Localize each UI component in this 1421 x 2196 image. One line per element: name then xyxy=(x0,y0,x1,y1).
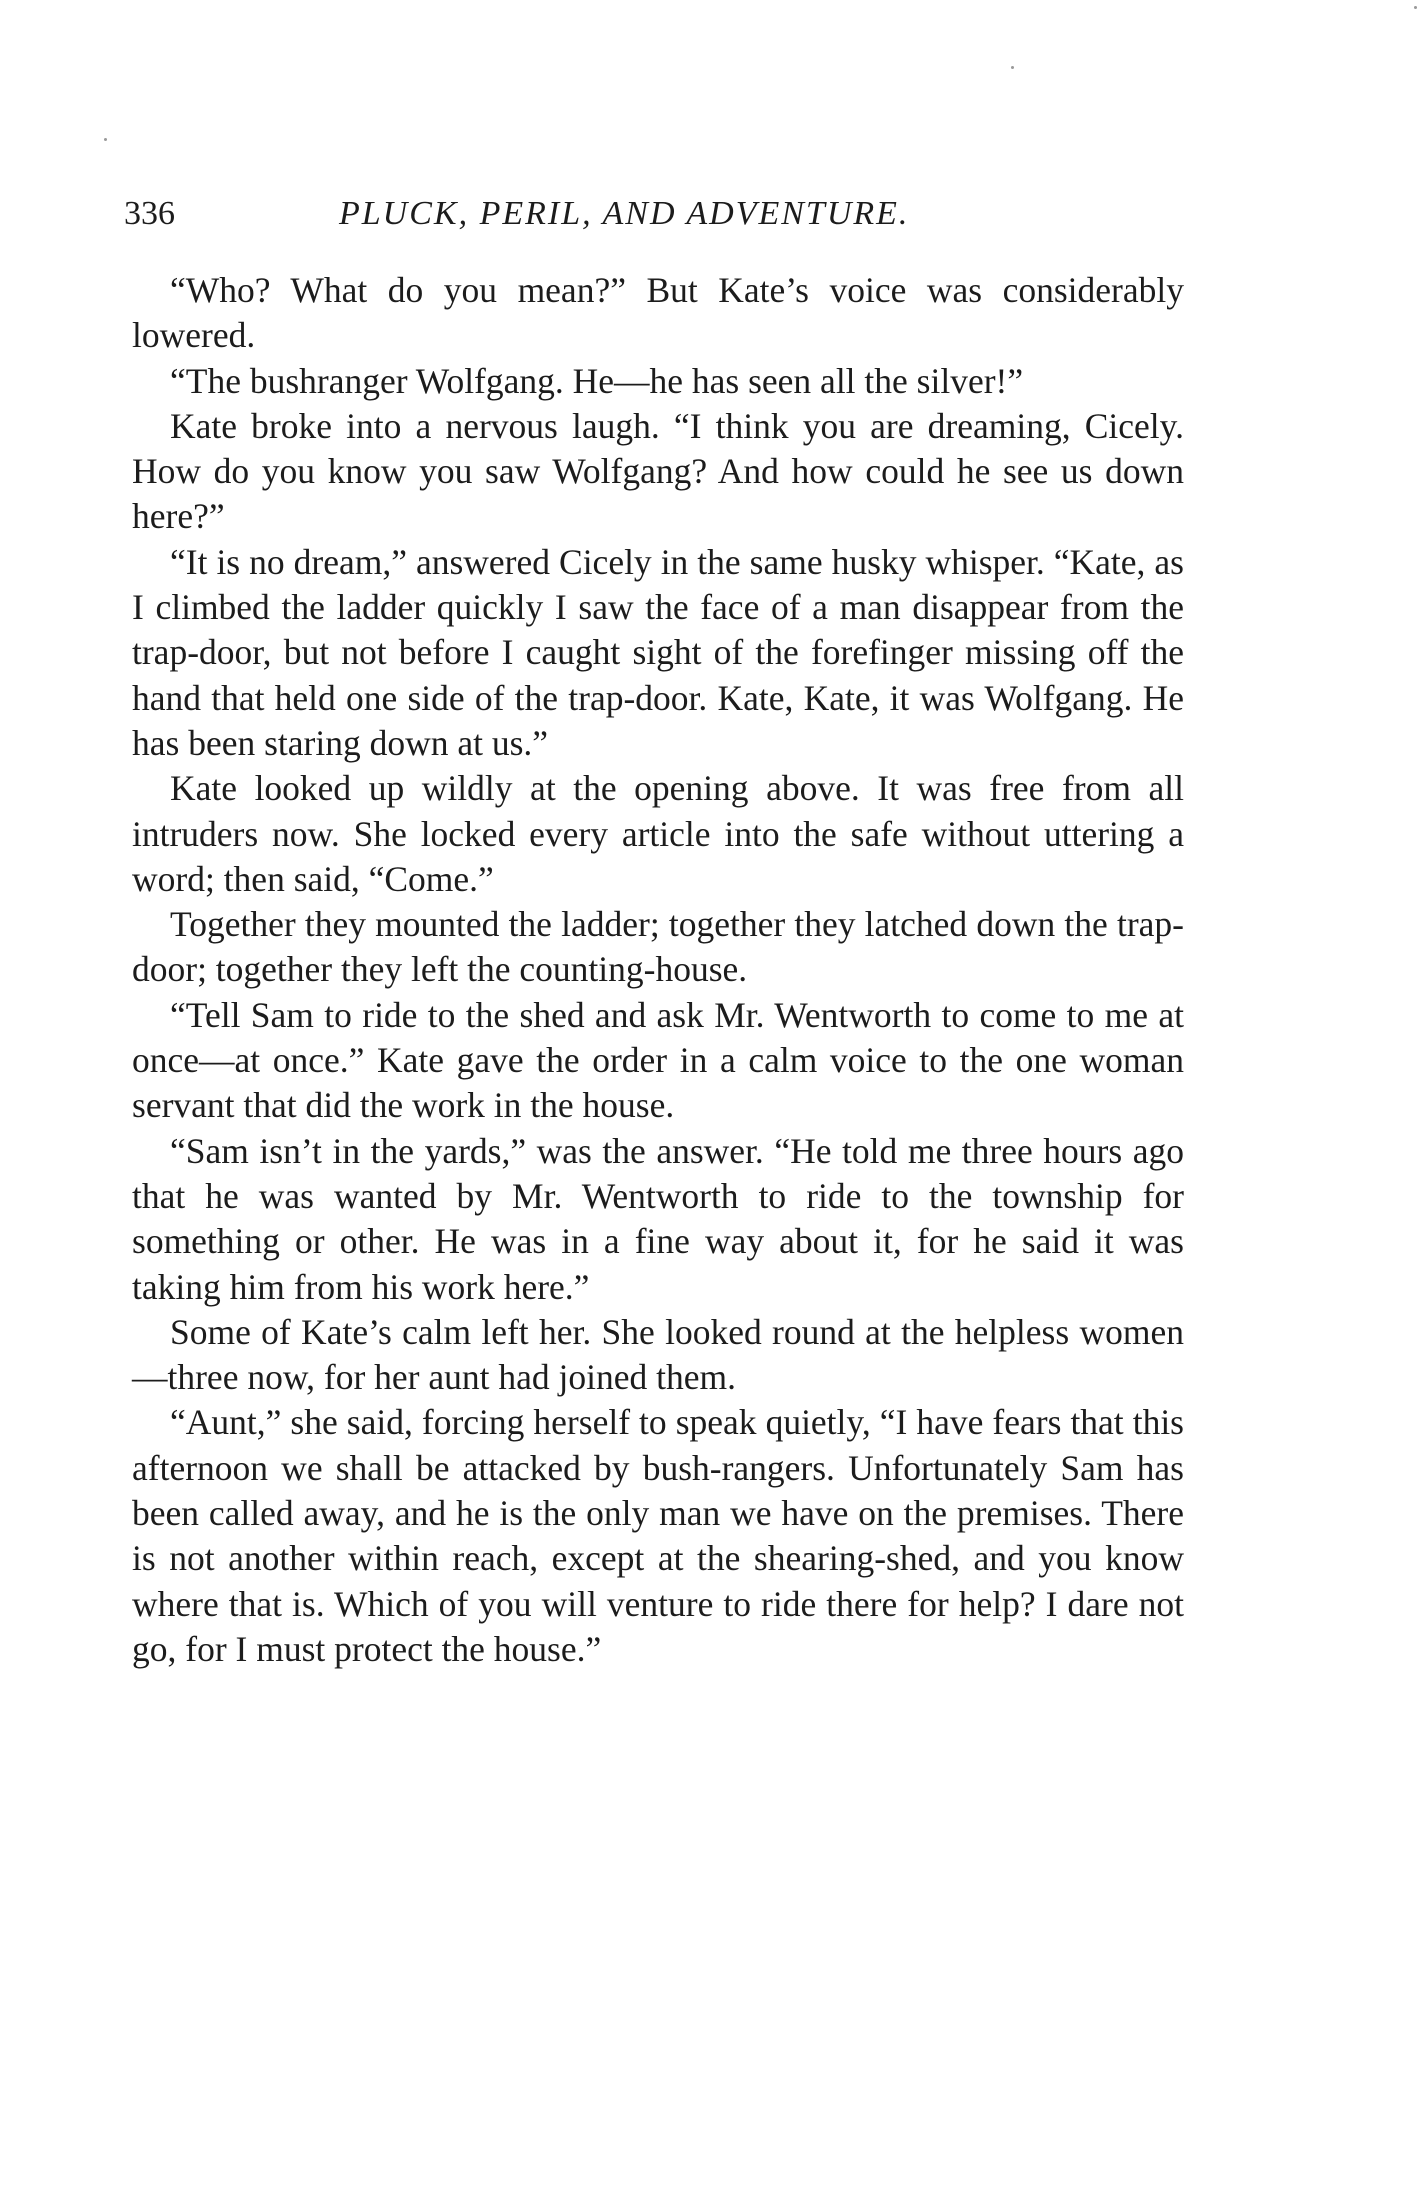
paragraph: Together they mounted the ladder; together they latched down the trap-door; together they left the counting-house. xyxy=(132,904,1184,990)
paragraph: “Aunt,” she said, forcing herself to speak quietly, “I have fears that this afternoon we shall be attacked by bush-rangers. Unfortunately Sam has been called away, and he is the only man we have on the premises. There is not another within reach, except at the shearing-shed, and you know where that is. Which of you will venture to ride there for help? I dare not go, for I must protect the house.” xyxy=(132,1402,1184,1669)
body-text xyxy=(132,268,1184,1672)
paragraph: Kate looked up wildly at the opening above. It was free from all intruders now. She locked every article into the safe without uttering a word; then said, “Come.” xyxy=(132,768,1184,899)
paragraph: “Who? What do you mean?” But Kate’s voice was considerably lowered. xyxy=(132,270,1184,356)
paragraph: “It is no dream,” answered Cicely in the same husky whisper. “Kate, as I climbed the ladder quickly I saw the face of a man disappear from the trap-door, but not before I caught sight of the forefinger missing off the hand that held one side of the trap-door. Kate, Kate, it was Wolfgang. He has been staring down at us.” xyxy=(132,541,1184,763)
paragraph: “The bushranger Wolfgang. He—he has seen all the silver!” xyxy=(170,360,1024,401)
paper-speck xyxy=(1011,66,1014,69)
paragraph: “Tell Sam to ride to the shed and ask Mr. Wentworth to come to me at once—at once.” Kate gave the order in a calm voice to the one woman servant that did the work in the house. xyxy=(132,994,1184,1126)
paper-speck xyxy=(1414,6,1417,9)
page-header xyxy=(124,186,1184,242)
running-title: PLUCK, PERIL, AND ADVENTURE. xyxy=(339,195,910,232)
paragraph: Kate broke into a nervous laugh. “I think you are dreaming, Cicely. How do you know you saw Wolfgang? And how could he see us down here?” xyxy=(132,405,1184,537)
page-number: 336 xyxy=(124,195,175,232)
paper-speck xyxy=(104,138,107,141)
paragraph: Some of Kate’s calm left her. She looked round at the helpless women—three now, for her aunt had joined them. xyxy=(132,1311,1184,1398)
paragraph: “Sam isn’t in the yards,” was the answer. “He told me three hours ago that he was wanted by Mr. Wentworth to ride to the township for something or other. He was in a fine way about it, for he said it was taking him from his work here.” xyxy=(132,1130,1184,1307)
